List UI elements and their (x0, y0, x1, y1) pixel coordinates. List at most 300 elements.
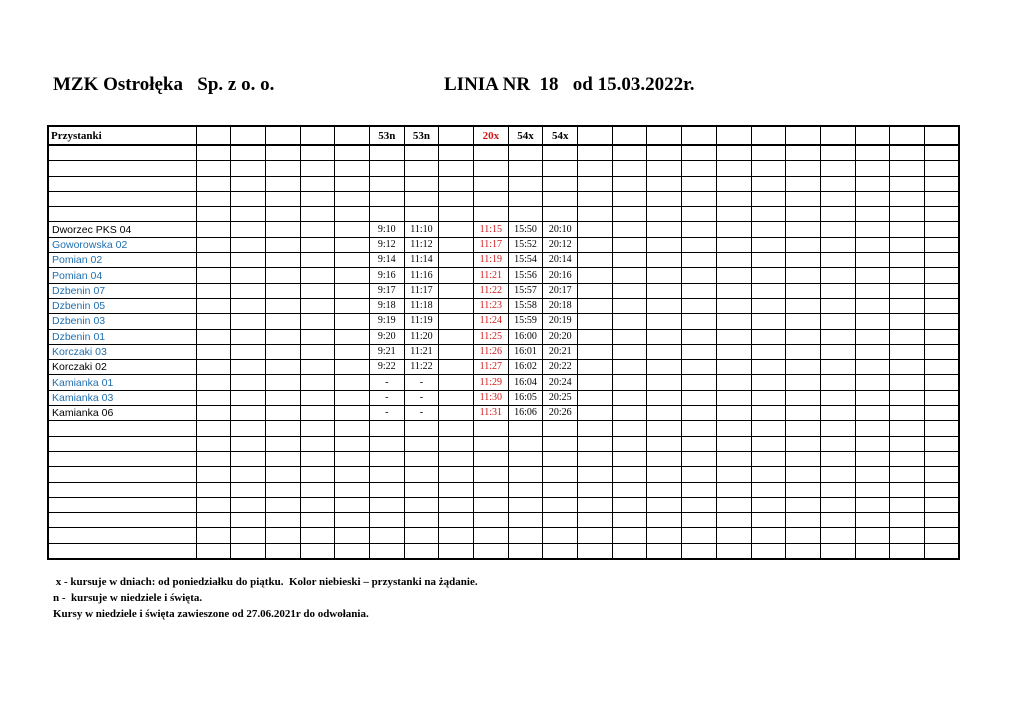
time-cell (786, 329, 821, 344)
time-cell (231, 237, 266, 252)
time-cell (716, 329, 751, 344)
time-cell (300, 543, 335, 559)
time-cell (647, 436, 682, 451)
time-cell (612, 329, 647, 344)
time-cell (612, 207, 647, 222)
time-cell (820, 375, 855, 390)
time-cell (786, 176, 821, 191)
time-cell (682, 360, 717, 375)
time-cell (300, 451, 335, 466)
time-cell (855, 360, 890, 375)
time-cell: 11:18 (404, 298, 439, 313)
time-cell: 9:18 (369, 298, 404, 313)
time-cell: 11:21 (474, 268, 509, 283)
time-cell (300, 467, 335, 482)
time-cell (890, 467, 925, 482)
time-cell (508, 207, 543, 222)
time-cell (682, 191, 717, 206)
time-cell (231, 314, 266, 329)
time-cell (543, 191, 578, 206)
time-cell (578, 528, 613, 543)
time-cell (786, 268, 821, 283)
time-cell (612, 253, 647, 268)
time-cell (578, 145, 613, 161)
time-cell (751, 191, 786, 206)
time-cell (404, 528, 439, 543)
time-cell (369, 497, 404, 512)
time-cell (404, 467, 439, 482)
time-cell (612, 145, 647, 161)
time-cell (578, 375, 613, 390)
time-cell (265, 451, 300, 466)
time-cell: 11:10 (404, 222, 439, 237)
time-cell: 20:24 (543, 375, 578, 390)
time-cell (265, 314, 300, 329)
time-cell (751, 253, 786, 268)
stop-cell (48, 528, 196, 543)
time-cell (196, 421, 231, 436)
time-cell (716, 390, 751, 405)
time-cell (820, 207, 855, 222)
time-cell (300, 513, 335, 528)
time-cell (786, 436, 821, 451)
time-cell (890, 513, 925, 528)
time-cell (682, 344, 717, 359)
time-cell (300, 360, 335, 375)
time-cell (404, 482, 439, 497)
time-cell (335, 283, 370, 298)
stop-name: Dzbenin 03 (48, 314, 196, 329)
time-cell (751, 283, 786, 298)
time-cell (924, 344, 959, 359)
time-cell (369, 467, 404, 482)
time-cell (924, 390, 959, 405)
time-cell (335, 482, 370, 497)
time-cell (820, 360, 855, 375)
time-cell (751, 528, 786, 543)
time-cell (369, 176, 404, 191)
time-cell (924, 191, 959, 206)
stop-cell (48, 161, 196, 176)
time-cell (335, 451, 370, 466)
time-cell: 20:20 (543, 329, 578, 344)
time-cell (300, 436, 335, 451)
time-cell (265, 161, 300, 176)
time-cell (578, 314, 613, 329)
time-cell (890, 421, 925, 436)
time-cell (335, 176, 370, 191)
time-cell (612, 528, 647, 543)
time-cell (716, 451, 751, 466)
time-cell (612, 513, 647, 528)
time-cell (612, 482, 647, 497)
time-cell (474, 528, 509, 543)
time-cell (578, 497, 613, 512)
time-cell: 16:06 (508, 406, 543, 421)
time-cell (404, 207, 439, 222)
time-cell (231, 421, 266, 436)
time-cell (508, 543, 543, 559)
time-cell (682, 513, 717, 528)
time-cell (716, 237, 751, 252)
time-cell (300, 344, 335, 359)
time-cell (924, 314, 959, 329)
time-cell (369, 436, 404, 451)
time-cell (265, 329, 300, 344)
time-cell (924, 360, 959, 375)
time-cell (855, 191, 890, 206)
time-cell: 20:25 (543, 390, 578, 405)
time-cell: - (404, 406, 439, 421)
time-cell (543, 497, 578, 512)
time-cell (335, 421, 370, 436)
time-cell (265, 298, 300, 313)
time-cell (474, 207, 509, 222)
time-cell (855, 375, 890, 390)
time-cell (265, 390, 300, 405)
time-cell (786, 253, 821, 268)
time-cell (924, 513, 959, 528)
time-cell (855, 222, 890, 237)
time-cell (820, 467, 855, 482)
time-cell (820, 176, 855, 191)
time-cell (820, 344, 855, 359)
time-cell (855, 161, 890, 176)
time-cell (751, 497, 786, 512)
time-cell: 11:27 (474, 360, 509, 375)
stop-name: Dzbenin 01 (48, 329, 196, 344)
time-cell: 20:10 (543, 222, 578, 237)
time-cell (716, 344, 751, 359)
time-cell (439, 467, 474, 482)
time-cell (300, 406, 335, 421)
time-cell (335, 161, 370, 176)
table-row (48, 344, 959, 359)
time-cell (890, 451, 925, 466)
time-cell (578, 268, 613, 283)
time-cell (578, 406, 613, 421)
time-cell (196, 406, 231, 421)
course-header (612, 126, 647, 145)
time-cell (924, 253, 959, 268)
time-cell (716, 191, 751, 206)
time-cell (335, 237, 370, 252)
course-header: 53n (404, 126, 439, 145)
time-cell (196, 436, 231, 451)
table-row (48, 191, 959, 206)
time-cell (335, 329, 370, 344)
time-cell (647, 222, 682, 237)
time-cell (786, 314, 821, 329)
stop-name: Pomian 04 (48, 268, 196, 283)
time-cell (751, 268, 786, 283)
time-cell (300, 222, 335, 237)
course-header (196, 126, 231, 145)
time-cell (716, 406, 751, 421)
table-header-row (48, 126, 959, 145)
time-cell (820, 191, 855, 206)
time-cell (924, 543, 959, 559)
time-cell (265, 406, 300, 421)
time-cell (751, 176, 786, 191)
time-cell (751, 513, 786, 528)
time-cell (300, 329, 335, 344)
time-cell (820, 161, 855, 176)
time-cell (508, 161, 543, 176)
time-cell (474, 191, 509, 206)
time-cell (231, 268, 266, 283)
time-cell (647, 161, 682, 176)
time-cell (924, 237, 959, 252)
time-cell (855, 298, 890, 313)
line-title: LINIA NR 18 od 15.03.2022r. (444, 74, 695, 95)
time-cell (231, 222, 266, 237)
time-cell (578, 207, 613, 222)
time-cell (647, 268, 682, 283)
time-cell (196, 390, 231, 405)
time-cell (682, 145, 717, 161)
time-cell: 9:17 (369, 283, 404, 298)
time-cell: - (369, 390, 404, 405)
time-cell (786, 421, 821, 436)
time-cell (647, 298, 682, 313)
time-cell (300, 176, 335, 191)
time-cell (474, 543, 509, 559)
time-cell (300, 268, 335, 283)
time-cell (439, 176, 474, 191)
time-cell (404, 191, 439, 206)
time-cell (647, 421, 682, 436)
time-cell (196, 314, 231, 329)
time-cell (404, 513, 439, 528)
time-cell (543, 467, 578, 482)
time-cell (439, 207, 474, 222)
table-row (48, 222, 959, 237)
time-cell (196, 543, 231, 559)
time-cell (369, 482, 404, 497)
table-row (48, 467, 959, 482)
time-cell: 9:12 (369, 237, 404, 252)
time-cell (231, 375, 266, 390)
time-cell: 20:19 (543, 314, 578, 329)
table-row (48, 421, 959, 436)
stop-name: Pomian 02 (48, 253, 196, 268)
time-cell (890, 390, 925, 405)
time-cell (543, 161, 578, 176)
time-cell (439, 161, 474, 176)
time-cell (855, 406, 890, 421)
time-cell (820, 513, 855, 528)
time-cell (578, 421, 613, 436)
time-cell (474, 421, 509, 436)
time-cell (786, 375, 821, 390)
time-cell (578, 176, 613, 191)
time-cell (231, 406, 266, 421)
time-cell (439, 451, 474, 466)
time-cell (369, 543, 404, 559)
time-cell (682, 375, 717, 390)
time-cell (682, 161, 717, 176)
time-cell (265, 222, 300, 237)
stop-name: Dzbenin 07 (48, 283, 196, 298)
time-cell (682, 222, 717, 237)
time-cell (751, 222, 786, 237)
time-cell (369, 145, 404, 161)
time-cell (439, 268, 474, 283)
time-cell: 11:25 (474, 329, 509, 344)
time-cell (439, 482, 474, 497)
stop-cell (48, 176, 196, 191)
stops-header: Przystanki (48, 126, 196, 145)
time-cell: 16:04 (508, 375, 543, 390)
time-cell (265, 467, 300, 482)
time-cell (231, 360, 266, 375)
course-header (231, 126, 266, 145)
time-cell (265, 360, 300, 375)
time-cell: - (404, 375, 439, 390)
time-cell (265, 421, 300, 436)
time-cell (890, 528, 925, 543)
time-cell (196, 329, 231, 344)
time-cell (543, 528, 578, 543)
time-cell: 9:14 (369, 253, 404, 268)
course-header (716, 126, 751, 145)
time-cell (578, 222, 613, 237)
table-row (48, 390, 959, 405)
time-cell (855, 451, 890, 466)
time-cell: 15:50 (508, 222, 543, 237)
time-cell (890, 329, 925, 344)
time-cell (439, 436, 474, 451)
time-cell (231, 390, 266, 405)
note-weekdays: x - kursuje w dniach: od poniedziałku do piątku. Kolor niebieski – przystanki na żądanie. (53, 576, 478, 588)
time-cell (855, 436, 890, 451)
time-cell (543, 176, 578, 191)
time-cell: 11:31 (474, 406, 509, 421)
time-cell (716, 161, 751, 176)
time-cell (786, 298, 821, 313)
time-cell (196, 497, 231, 512)
time-cell (820, 298, 855, 313)
time-cell (369, 528, 404, 543)
time-cell (682, 467, 717, 482)
time-cell (439, 421, 474, 436)
time-cell (682, 543, 717, 559)
time-cell (716, 360, 751, 375)
time-cell (716, 176, 751, 191)
time-cell: 11:21 (404, 344, 439, 359)
time-cell (924, 329, 959, 344)
time-cell (508, 145, 543, 161)
table-row (48, 176, 959, 191)
time-cell (231, 482, 266, 497)
time-cell (335, 191, 370, 206)
time-cell (612, 421, 647, 436)
time-cell (890, 145, 925, 161)
time-cell (786, 344, 821, 359)
time-cell (404, 451, 439, 466)
time-cell (751, 375, 786, 390)
time-cell (369, 207, 404, 222)
time-cell (612, 467, 647, 482)
time-cell (335, 207, 370, 222)
stop-name: Korczaki 03 (48, 344, 196, 359)
time-cell (855, 268, 890, 283)
time-cell (196, 283, 231, 298)
time-cell (231, 253, 266, 268)
time-cell (474, 161, 509, 176)
time-cell: 11:24 (474, 314, 509, 329)
time-cell (647, 237, 682, 252)
time-cell: 15:56 (508, 268, 543, 283)
time-cell (890, 176, 925, 191)
time-cell (820, 421, 855, 436)
time-cell (890, 497, 925, 512)
time-cell: 11:14 (404, 253, 439, 268)
time-cell (335, 436, 370, 451)
time-cell (265, 283, 300, 298)
time-cell (820, 451, 855, 466)
time-cell (300, 191, 335, 206)
time-cell (855, 497, 890, 512)
time-cell: - (404, 390, 439, 405)
time-cell: 16:05 (508, 390, 543, 405)
stop-cell (48, 497, 196, 512)
time-cell (924, 497, 959, 512)
time-cell (543, 436, 578, 451)
time-cell (855, 390, 890, 405)
time-cell (578, 283, 613, 298)
time-cell (890, 298, 925, 313)
time-cell (786, 390, 821, 405)
time-cell (855, 482, 890, 497)
time-cell (543, 543, 578, 559)
time-cell (196, 207, 231, 222)
time-cell (890, 375, 925, 390)
course-header (647, 126, 682, 145)
time-cell: 15:58 (508, 298, 543, 313)
time-cell (578, 482, 613, 497)
time-cell: 16:00 (508, 329, 543, 344)
time-cell (647, 329, 682, 344)
time-cell (231, 344, 266, 359)
time-cell (474, 513, 509, 528)
time-cell (682, 497, 717, 512)
time-cell (578, 436, 613, 451)
course-header (682, 126, 717, 145)
time-cell (751, 145, 786, 161)
time-cell (924, 451, 959, 466)
time-cell (924, 375, 959, 390)
time-cell (265, 237, 300, 252)
course-header (820, 126, 855, 145)
time-cell (231, 467, 266, 482)
time-cell (300, 482, 335, 497)
time-cell (543, 482, 578, 497)
time-cell (751, 451, 786, 466)
time-cell (820, 253, 855, 268)
time-cell (647, 375, 682, 390)
time-cell (612, 406, 647, 421)
time-cell (508, 528, 543, 543)
time-cell: 16:01 (508, 344, 543, 359)
time-cell (231, 176, 266, 191)
time-cell (612, 298, 647, 313)
time-cell (647, 314, 682, 329)
time-cell (265, 513, 300, 528)
time-cell (265, 268, 300, 283)
time-cell (578, 360, 613, 375)
